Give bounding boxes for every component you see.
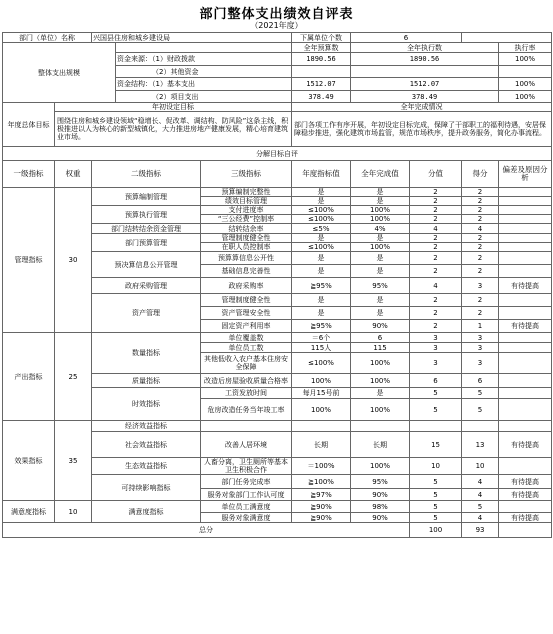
level3-indicator: 其他低收入农户基本住房安全保障 [201, 353, 292, 374]
actual-value: 95% [351, 475, 410, 489]
actual-value: 100% [351, 206, 410, 215]
scale-row-label: （2）项目支出 [116, 91, 292, 103]
score-value: 4 [410, 278, 462, 294]
sub-units-label: 下属单位个数 [292, 33, 351, 43]
actual-value: 95% [351, 278, 410, 294]
level3-indicator: 预算编制完整性 [201, 188, 292, 197]
got-value: 2 [462, 206, 499, 215]
score-value: 3 [410, 353, 462, 374]
level2-indicator: 满意度指标 [92, 501, 201, 523]
level3-indicator: 单位员工数 [201, 343, 292, 353]
actual-value [351, 421, 410, 432]
level2-indicator: 部门预算管理 [92, 234, 201, 252]
level2-indicator: 经济效益指标 [92, 421, 201, 432]
header-got: 得分 [462, 161, 499, 188]
actual-value: 4% [351, 224, 410, 234]
scale-row-exec [351, 66, 499, 78]
evaluation-table [2, 32, 552, 538]
level3-indicator: 工资发放时间 [201, 388, 292, 399]
header-weight: 权重 [55, 161, 92, 188]
score-value: 15 [410, 432, 462, 458]
got-value: 3 [462, 353, 499, 374]
scale-row-label: （2）其他资金 [116, 66, 292, 78]
header-score: 分值 [410, 161, 462, 188]
deviation-note [499, 333, 552, 343]
score-value: 2 [410, 206, 462, 215]
got-value: 4 [462, 513, 499, 523]
level2-indicator: 资产管理 [92, 294, 201, 333]
target-value [292, 421, 351, 432]
actual-value: 100% [351, 399, 410, 421]
indicator-row [3, 421, 552, 432]
got-value: 2 [462, 265, 499, 278]
level3-indicator: 服务对象部门工作认可度 [201, 489, 292, 501]
scale-row-budget [292, 66, 351, 78]
got-value: 3 [462, 333, 499, 343]
deviation-note [499, 374, 552, 388]
col-rate-header: 执行率 [499, 43, 552, 53]
deviation-note [499, 206, 552, 215]
target-value: ＝100% [292, 458, 351, 475]
header-level2: 二级指标 [92, 161, 201, 188]
deviation-note [499, 343, 552, 353]
header-level1: 一级指标 [3, 161, 55, 188]
actual-value: 90% [351, 320, 410, 333]
got-value: 2 [462, 197, 499, 206]
got-value: 13 [462, 432, 499, 458]
level3-indicator: 单位员工满意度 [201, 501, 292, 513]
header-actual: 全年完成值 [351, 161, 410, 188]
report-year: （2021年度） [250, 21, 303, 30]
score-value: 5 [410, 489, 462, 501]
scale-row-rate: 100% [499, 53, 552, 66]
level3-indicator: 基础信息完善性 [201, 265, 292, 278]
deviation-note: 有待提高 [499, 432, 552, 458]
actual-value: 是 [351, 388, 410, 399]
score-value: 2 [410, 265, 462, 278]
actual-value: 90% [351, 489, 410, 501]
target-value: 长期 [292, 432, 351, 458]
target-value: ≤100% [292, 353, 351, 374]
target-value: 115人 [292, 343, 351, 353]
deviation-note: 有待提高 [499, 513, 552, 523]
got-value: 4 [462, 489, 499, 501]
actual-value: 是 [351, 252, 410, 265]
got-value: 2 [462, 252, 499, 265]
level3-indicator: 服务对象满意度 [201, 513, 292, 523]
deviation-note [499, 234, 552, 243]
target-value: ＝6个 [292, 333, 351, 343]
deviation-note [499, 388, 552, 399]
indicator-weight: 10 [55, 501, 92, 523]
total-score: 100 [410, 523, 462, 538]
actual-value: 是 [351, 197, 410, 206]
target-value: ≧90% [292, 501, 351, 513]
target-value: 是 [292, 294, 351, 307]
level3-indicator: 支付进度率 [201, 206, 292, 215]
level1-indicator: 产出指标 [3, 333, 55, 421]
level3-indicator: 部门任务完成率 [201, 475, 292, 489]
target-value: 是 [292, 265, 351, 278]
score-value: 4 [410, 224, 462, 234]
score-value: 3 [410, 343, 462, 353]
deviation-note [499, 399, 552, 421]
scale-row-rate: 100% [499, 91, 552, 103]
got-value [462, 421, 499, 432]
target-value: 是 [292, 188, 351, 197]
actual-value: 6 [351, 333, 410, 343]
got-value: 3 [462, 278, 499, 294]
deviation-note: 有待提高 [499, 320, 552, 333]
deviation-note: 有待提高 [499, 489, 552, 501]
actual-value: 100% [351, 215, 410, 224]
target-value: ≧90% [292, 513, 351, 523]
level3-indicator: 预算算信息公开性 [201, 252, 292, 265]
goal-done-text: 部门各项工作有序开展，年初设定目标完成，保障了干部职工的福利待遇，安居保障稳步推进，强化建筑市场监管，规范市场秩序，提升政务服务，简化办事流程。 [292, 112, 552, 147]
indicator-weight: 30 [55, 188, 92, 333]
deviation-note [499, 224, 552, 234]
actual-value: 是 [351, 188, 410, 197]
score-value: 10 [410, 458, 462, 475]
level2-indicator: 数量指标 [92, 333, 201, 374]
scale-row-label: 资金结构：（1）基本支出 [116, 78, 292, 91]
got-value: 5 [462, 501, 499, 513]
scale-row-exec: 378.49 [351, 91, 499, 103]
score-value [410, 421, 462, 432]
actual-value: 100% [351, 458, 410, 475]
actual-value: 115 [351, 343, 410, 353]
level3-indicator: 管理制度健全性 [201, 294, 292, 307]
score-value: 5 [410, 399, 462, 421]
target-value: ≧100% [292, 475, 351, 489]
spending-scale-label: 整体支出规模 [3, 43, 116, 103]
score-value: 2 [410, 234, 462, 243]
level3-indicator: 人畜分离，卫生厕所等基本卫生积极合作 [201, 458, 292, 475]
got-value: 6 [462, 374, 499, 388]
level2-indicator: 可持续影响指标 [92, 475, 201, 501]
target-value: 100% [292, 399, 351, 421]
deviation-note [499, 188, 552, 197]
actual-value: 90% [351, 513, 410, 523]
got-value: 3 [462, 343, 499, 353]
level3-indicator: 危房改造任务当年竣工率 [201, 399, 292, 421]
indicator-row [3, 188, 552, 197]
got-value: 2 [462, 294, 499, 307]
deviation-note [499, 307, 552, 320]
indicator-row [3, 501, 552, 513]
scale-row-exec: 1890.56 [351, 53, 499, 66]
score-value: 2 [410, 188, 462, 197]
scale-row-budget: 378.49 [292, 91, 351, 103]
level2-indicator: 社会效益指标 [92, 432, 201, 458]
target-value: 是 [292, 197, 351, 206]
level3-indicator: 管理制度健全性 [201, 234, 292, 243]
actual-value: 是 [351, 307, 410, 320]
got-value: 2 [462, 234, 499, 243]
deviation-note [499, 215, 552, 224]
target-value: ≧97% [292, 489, 351, 501]
level2-indicator: 预决算信息公开管理 [92, 252, 201, 278]
level2-indicator: 部门结转结余资金管理 [92, 224, 201, 234]
level2-indicator: 预算执行管理 [92, 206, 201, 224]
got-value: 5 [462, 388, 499, 399]
target-value: 是 [292, 234, 351, 243]
level3-indicator [201, 421, 292, 432]
target-value: 每月15号前 [292, 388, 351, 399]
got-value: 4 [462, 475, 499, 489]
actual-value: 是 [351, 265, 410, 278]
level1-indicator: 满意度指标 [3, 501, 55, 523]
score-value: 2 [410, 243, 462, 252]
scale-row-budget: 1512.07 [292, 78, 351, 91]
level3-indicator: 在职人员控制率 [201, 243, 292, 252]
level3-indicator: “三公经费”控制率 [201, 215, 292, 224]
detail-section-label: 分解目标自评 [3, 147, 552, 161]
col-budget-header: 全年预算数 [292, 43, 351, 53]
actual-value: 98% [351, 501, 410, 513]
actual-value: 是 [351, 294, 410, 307]
score-value: 2 [410, 307, 462, 320]
level3-indicator: 单位覆盖数 [201, 333, 292, 343]
total-got: 93 [462, 523, 499, 538]
indicator-weight: 35 [55, 421, 92, 501]
target-value: 是 [292, 307, 351, 320]
score-value: 2 [410, 215, 462, 224]
score-value: 2 [410, 320, 462, 333]
got-value: 5 [462, 399, 499, 421]
score-value: 2 [410, 252, 462, 265]
score-value: 5 [410, 501, 462, 513]
dept-name-label: 部门（单位）名称 [3, 33, 92, 43]
score-value: 2 [410, 294, 462, 307]
got-value: 2 [462, 243, 499, 252]
score-value: 5 [410, 513, 462, 523]
deviation-note [499, 501, 552, 513]
goal-set-header: 年初设定目标 [55, 103, 292, 112]
got-value: 4 [462, 224, 499, 234]
level2-indicator: 预算编制管理 [92, 188, 201, 206]
target-value: ≧95% [292, 320, 351, 333]
deviation-note [499, 197, 552, 206]
target-value: 100% [292, 374, 351, 388]
target-value: ≤100% [292, 206, 351, 215]
got-value: 2 [462, 188, 499, 197]
level3-indicator: 政府采购率 [201, 278, 292, 294]
got-value: 2 [462, 307, 499, 320]
report-title: 部门整体支出绩效自评表 [199, 7, 354, 22]
target-value: ≧95% [292, 278, 351, 294]
deviation-note [499, 265, 552, 278]
target-value: ≤100% [292, 215, 351, 224]
scale-row-label: 资金来源：（1）财政拨款 [116, 53, 292, 66]
header-note: 偏差及原因分析 [499, 161, 552, 188]
sub-units-value: 6 [351, 33, 462, 43]
target-value: 是 [292, 252, 351, 265]
actual-value: 100% [351, 243, 410, 252]
actual-value: 长期 [351, 432, 410, 458]
score-value: 6 [410, 374, 462, 388]
deviation-note [499, 243, 552, 252]
indicator-row [3, 333, 552, 343]
target-value: ≤5% [292, 224, 351, 234]
goal-set-text: 围绕住房和城乡建设领域“稳增长、促改革、调结构、防风险”这条主线，积极推进以人为核心的新型城镇化，大力推进房地产健康发展，精心培育建筑业市场。 [55, 112, 292, 147]
score-value: 2 [410, 197, 462, 206]
got-value: 2 [462, 215, 499, 224]
annual-goal-label: 年度总体目标 [3, 103, 55, 147]
scale-row-rate: 100% [499, 78, 552, 91]
deviation-note [499, 294, 552, 307]
level2-indicator: 政府采购管理 [92, 278, 201, 294]
level3-indicator: 改造后房屋验收质量合格率 [201, 374, 292, 388]
deviation-note [499, 458, 552, 475]
level1-indicator: 效果指标 [3, 421, 55, 501]
deviation-note: 有待提高 [499, 475, 552, 489]
deviation-note: 有待提高 [499, 278, 552, 294]
actual-value: 100% [351, 374, 410, 388]
scale-row-exec: 1512.07 [351, 78, 499, 91]
deviation-note [499, 353, 552, 374]
level3-indicator: 绩效目标管理 [201, 197, 292, 206]
level2-indicator: 时效指标 [92, 388, 201, 421]
header-target: 年度指标值 [292, 161, 351, 188]
scale-row-budget: 1890.56 [292, 53, 351, 66]
target-value: ≤100% [292, 243, 351, 252]
level2-indicator: 生态效益指标 [92, 458, 201, 475]
level3-indicator: 改善人居环境 [201, 432, 292, 458]
dept-name-value: 兴国县住房和城乡建设局 [92, 33, 292, 43]
actual-value: 100% [351, 353, 410, 374]
score-value: 5 [410, 475, 462, 489]
total-label: 总分 [3, 523, 410, 538]
col-exec-header: 全年执行数 [351, 43, 499, 53]
indicator-weight: 25 [55, 333, 92, 421]
score-value: 3 [410, 333, 462, 343]
deviation-note [499, 252, 552, 265]
got-value: 10 [462, 458, 499, 475]
level1-indicator: 管理指标 [3, 188, 55, 333]
score-value: 5 [410, 388, 462, 399]
actual-value: 是 [351, 234, 410, 243]
deviation-note [499, 421, 552, 432]
scale-row-rate [499, 66, 552, 78]
goal-done-header: 全年完成情况 [292, 103, 552, 112]
level3-indicator: 固定资产利用率 [201, 320, 292, 333]
header-level3: 三级指标 [201, 161, 292, 188]
got-value: 1 [462, 320, 499, 333]
level3-indicator: 结转结余率 [201, 224, 292, 234]
level3-indicator: 资产管理安全性 [201, 307, 292, 320]
level2-indicator: 质量指标 [92, 374, 201, 388]
